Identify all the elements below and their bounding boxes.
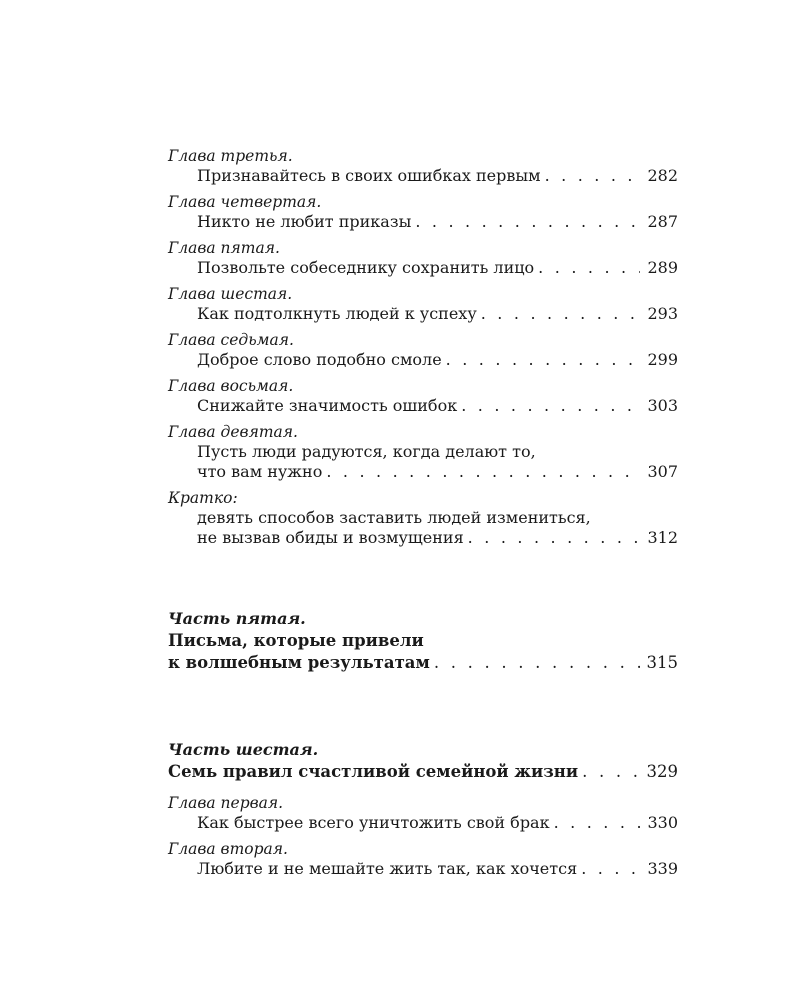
chapter-title-line: [168, 258, 678, 278]
part-title: к волшебным результатам: [168, 653, 430, 672]
chapter-title-line: Пусть люди радуются, когда делают то,: [197, 442, 536, 461]
toc-entry[interactable]: [168, 376, 678, 416]
table-of-contents: [168, 146, 678, 879]
chapter-label: Глава первая.: [168, 794, 284, 812]
page-number: 293: [647, 304, 678, 323]
chapter-label: Глава шестая.: [168, 285, 293, 303]
chapter-title-line: [168, 166, 678, 186]
chapter-title-line: [168, 396, 678, 416]
dot-leader: [461, 396, 640, 415]
page-number: 282: [647, 166, 678, 185]
page-number: 312: [647, 528, 678, 547]
part-label: Часть пятая.: [168, 609, 306, 628]
toc-entry[interactable]: [168, 793, 678, 833]
dot-leader: [446, 350, 640, 369]
dot-leader: [538, 258, 640, 277]
dot-leader: [581, 859, 640, 878]
chapter-title: Доброе слово подобно смоле: [197, 350, 442, 369]
chapter-title: Любите и не мешайте жить так, как хочется: [197, 859, 578, 878]
chapter-label: Глава восьмая.: [168, 377, 294, 395]
toc-entry[interactable]: [168, 422, 678, 482]
chapter-title-line: [168, 212, 678, 232]
dot-leader: [545, 166, 640, 185]
chapter-label: Глава девятая.: [168, 423, 298, 441]
toc-part-entry[interactable]: [168, 739, 678, 783]
toc-part-entry[interactable]: [168, 608, 678, 674]
chapter-title-line: [168, 462, 678, 482]
part-label: Часть шестая.: [168, 740, 319, 759]
summary-title-line: девять способов заставить людей измениться,: [197, 508, 591, 527]
page-number: 303: [647, 396, 678, 415]
toc-entry[interactable]: [168, 284, 678, 324]
chapter-title: Никто не любит приказы: [197, 212, 412, 231]
toc-entry[interactable]: [168, 488, 678, 548]
part-title-line: [168, 652, 678, 674]
dot-leader: [481, 304, 640, 323]
summary-title-line: [168, 528, 678, 548]
toc-entry[interactable]: [168, 839, 678, 879]
chapter-label: Глава пятая.: [168, 239, 280, 257]
dot-leader: [326, 462, 640, 481]
page-number: 307: [647, 462, 678, 481]
page-number: 299: [647, 350, 678, 369]
dot-leader: [468, 528, 640, 547]
chapter-title: Признавайтесь в своих ошибках первым: [197, 166, 541, 185]
chapter-label: Глава вторая.: [168, 840, 288, 858]
page-number: 330: [647, 813, 678, 832]
toc-entry[interactable]: [168, 146, 678, 186]
part-title-line: Письма, которые привели: [168, 631, 424, 650]
chapter-title: Снижайте значимость ошибок: [197, 396, 458, 415]
dot-leader: [415, 212, 640, 231]
chapter-title-line: [168, 304, 678, 324]
part-title: Семь правил счастливой семейной жизни: [168, 762, 579, 781]
toc-entry[interactable]: [168, 238, 678, 278]
dot-leader: [554, 813, 640, 832]
page-number: 339: [647, 859, 678, 878]
toc-entry[interactable]: [168, 192, 678, 232]
chapter-title: Как быстрее всего уничтожить свой брак: [197, 813, 550, 832]
chapter-title-line: [168, 350, 678, 370]
page-number: 329: [646, 762, 678, 781]
chapter-title: что вам нужно: [197, 462, 323, 481]
chapter-label: Глава седьмая.: [168, 331, 294, 349]
page-number: 287: [647, 212, 678, 231]
chapter-label: Глава четвертая.: [168, 193, 322, 211]
part-title-line: [168, 761, 678, 783]
dot-leader: [582, 761, 640, 783]
toc-entry[interactable]: [168, 330, 678, 370]
chapter-title: Позвольте собеседнику сохранить лицо: [197, 258, 535, 277]
page-number: 315: [646, 653, 678, 672]
dot-leader: [434, 652, 640, 674]
chapter-title-line: [168, 813, 678, 833]
chapter-title-line: [168, 859, 678, 879]
chapter-label: Глава третья.: [168, 147, 293, 165]
chapter-title: Как подтолкнуть людей к успеху: [197, 304, 477, 323]
page-number: 289: [647, 258, 678, 277]
summary-title: не вызвав обиды и возмущения: [197, 528, 464, 547]
summary-label: Кратко:: [168, 489, 238, 507]
